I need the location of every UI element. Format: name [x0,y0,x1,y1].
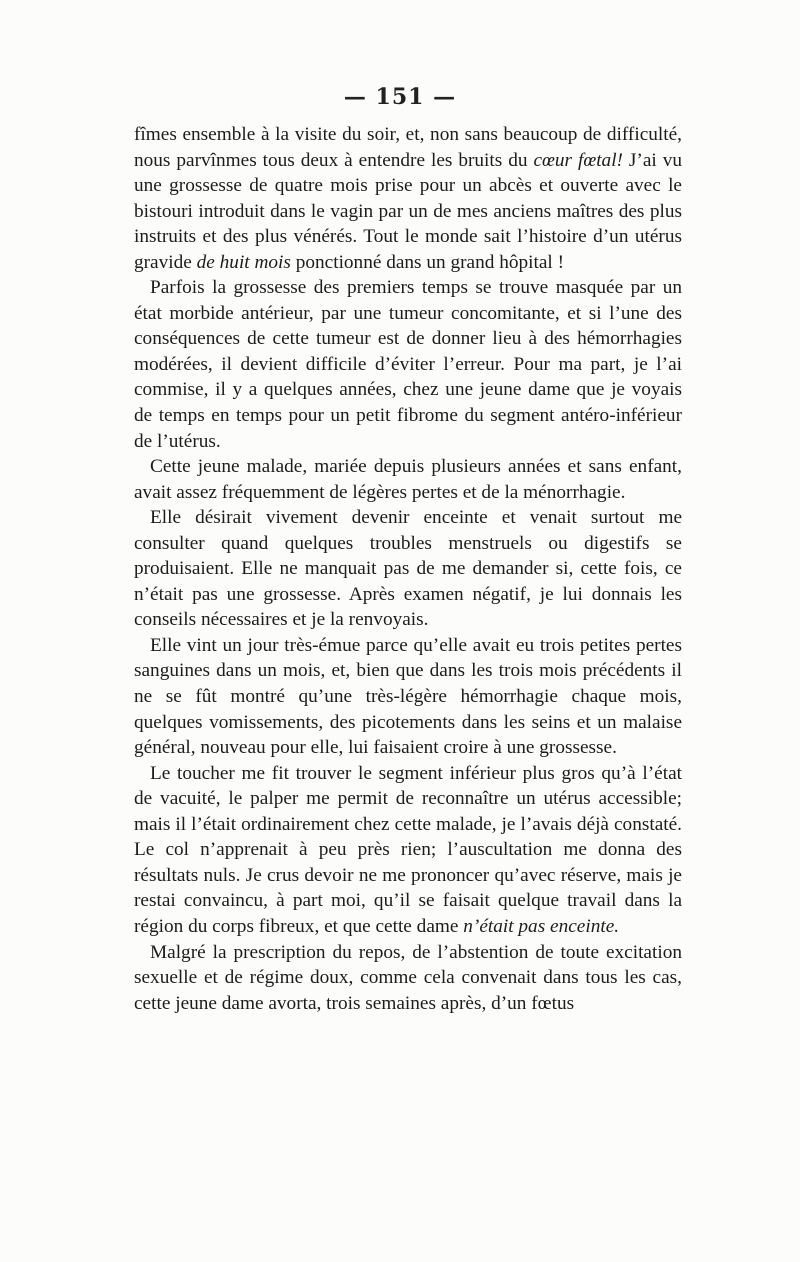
paragraph [134,122,682,275]
body-text [134,122,682,1016]
text-segment: J’ai vu une grossesse de quatre mois prise pour un abcès et ouverte avec le bistouri introduit dans le vagin par un de mes anciens maîtres des plus instruits et des plus vénérés. Tout le monde sait l’histoire d’un utérus gravide [134,149,683,273]
paragraph [134,633,682,761]
italic-text: n’était pas enceinte. [463,915,620,937]
text-segment: Cette jeune malade, mariée depuis plusieurs années et sans enfant, avait assez fréquemment de légères pertes et de la ménorrhagie. [134,456,682,503]
text-segment: Parfois la grossesse des premiers temps se trouve masquée par un état morbide antérieur, par une tumeur concomitante, et si l’une des conséquences de cette tumeur est de donner lieu à des hémorrhagies modérées, il devient difficile d’éviter l’erreur. Pour ma part, je l’ai commise, il y a quelques années, chez une jeune dame que je voyais de temps en temps pour un petit fibrome du segment antéro-inférieur de l’utérus. [134,277,682,452]
page-number: — 151 — [343,84,457,110]
paragraph [134,940,682,1017]
text-segment: ponctionné dans un grand hôpital ! [290,251,564,273]
text-segment: Le toucher me fit trouver le segment inférieur plus gros qu’à l’état de vacuité, le palper me permit de reconnaître un utérus accessible; mais il l’était ordinairement chez cette malade, je l’avais déjà constaté. Le col n’apprenait à peu près rien; l’auscultation me donna des résultats nuls. Je crus devoir ne me prononcer qu’avec réserve, mais je restai convaincu, à part moi, qu’il se faisait quelque travail dans la région du corps fibreux, et que cette dame [134,762,682,937]
paragraph [134,505,682,633]
italic-text: cœur fœtal! [533,149,623,171]
text-segment: Elle vint un jour très-émue parce qu’elle avait eu trois petites pertes sanguines dans un mois, et, bien que dans les trois mois précédents il ne se fût montré qu’une très-légère hémorrhagie chaque mois, quelques vomissements, des picotements dans les seins et un malaise général, nouveau pour elle, lui faisaient croire à une grossesse. [134,634,682,759]
paragraph [134,275,682,454]
text-segment: Malgré la prescription du repos, de l’abstention de toute excitation sexuelle et de régime doux, comme cela convenait dans tous les cas, cette jeune dame avorta, trois semaines après, d’un fœtus [134,941,682,1014]
italic-text: de huit mois [196,251,291,273]
text-segment: fîmes ensemble à la visite du soir, et, non sans beaucoup de difficulté, nous parvînmes tous deux à entendre les bruits du [134,124,682,171]
paragraph [134,761,682,940]
text-segment: Elle désirait vivement devenir enceinte et venait surtout me consulter quand quelques troubles menstruels ou digestifs se produisaient. Elle ne manquait pas de me demander si, cette fois, ce n’était pas une grossesse. Après examen négatif, je lui donnais les conseils nécessaires et je la renvoyais. [134,507,682,631]
paragraph [134,454,682,505]
